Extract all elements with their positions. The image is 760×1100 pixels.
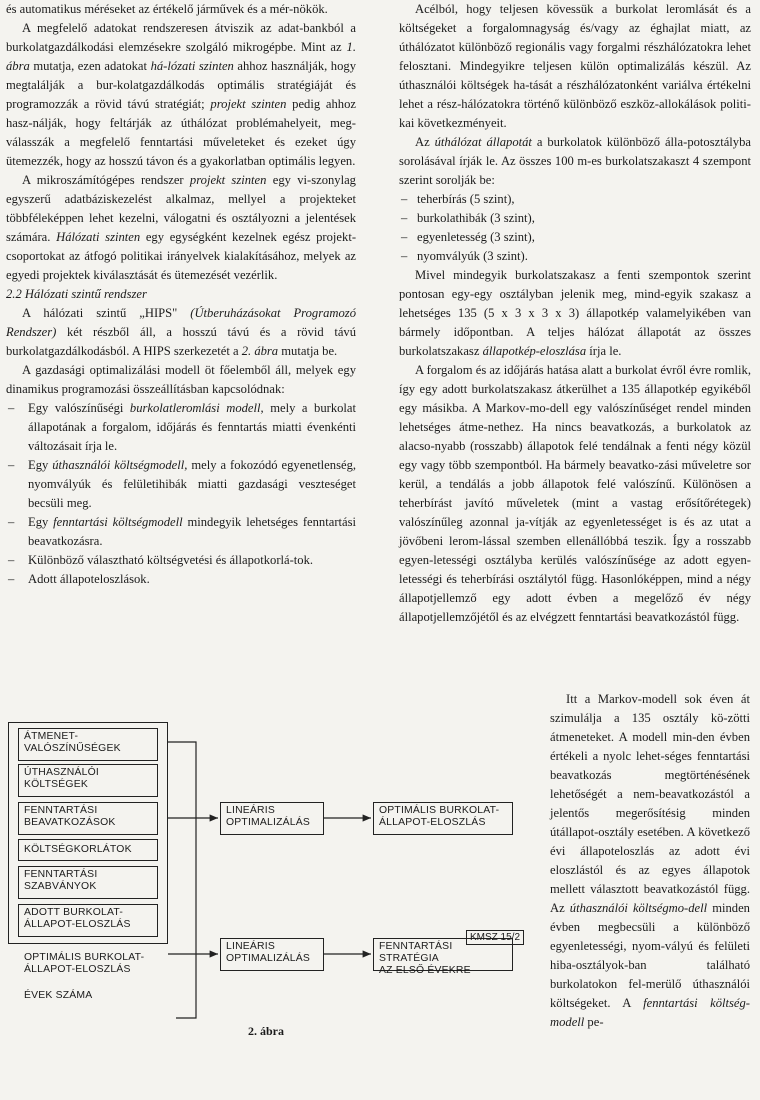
paragraph: A forgalom és az időjárás hatása alatt a burkolat évről évre romlik, így egy adott burkolatszakasz átkerülhet a 135 állapotkép egyikéből egy másikba. A Markov-mo-dell egy valószínűséget rendel minden lehetséges átme-nethez. Ha nincs beavatkozás, a burkolatok az alacso-nyabb (rosszabb) állapotok felé tendálnak a fenti négy közül egy vagy több szempontból. Ha bármely beavatko-zási műveletre sor kerül, a tendálás a jobb állapotok felé valószínű. Különösen a teherbírást javító műveletek (mint a vastag erősítőrétegek) valószínűleg azonnal ja-vítják az egyenletességet is és az utat a jövőbeni lerom-lással szemben ellenállóbbá teszik. Így a rosszabb egyen-letességi osztályba kerülés valószínűsége az adott egyen-letességi és teherbírási osztálytól függ. Hasonlóképpen, mind a négy állapotjellemző egy adott évben a megelőző év négy állapotjellemzőjétől és az elvégzett fenntartási beavatkozástól függ.	[399, 363, 751, 624]
optimal-distribution-label: OPTIMÁLIS BURKOLAT- ÁLLAPOT-ELOSZLÁS	[24, 952, 145, 975]
linear-optimization-box-2: LINEÁRIS OPTIMALIZÁLÁS	[220, 938, 324, 971]
list-item: – Különböző választható költségvetési és állapotkorlá-tok.	[6, 551, 356, 570]
figure-stamp: KMSZ 15/2	[466, 930, 524, 945]
component-list	[6, 399, 356, 589]
paragraph: A megfelelő adatokat rendszeresen átviszik az adat-bankból a burkolatgazdálkodási elemzésekre szolgáló mikrogépbe. Mint az 1. ábra mutatja, ezen adatokat há-lózati szinten ahhoz használják, hogy megtalálják a bur-kolatgazdálkodás optimális stratégiáját és programozzák a rövid távú stratégiát; projekt szinten pedig ahhoz hasz-nálják, hogy feltárják az úthálózat problémahelyeit, meg-válasszák a megfelelő fenntartási műveleteket és ezeket úgy ütemezzék, hogy az hosszú távon és a gyakorlatban optimális legyen.	[6, 21, 356, 168]
paragraph: A hálózati szintű „HIPS" (Útberuházásokat Programozó Rendszer) két részből áll, a hosszú távú és a rövid távú burkolatgazdálkodásból. A HIPS szerkezetét a 2. ábra mutatja be.	[6, 306, 356, 358]
maintenance-standards-box: FENNTARTÁSI SZABVÁNYOK	[18, 866, 158, 899]
figure-2-diagram	[6, 722, 546, 1022]
list-item: – Adott állapoteloszlások.	[6, 570, 356, 589]
bracket-line	[168, 742, 196, 1018]
budget-limits-box: KÖLTSÉGKORLÁTOK	[18, 839, 158, 861]
paragraph: Az úthálózat állapotát a burkolatok különböző álla-potosztályba sorolásával írják le. Az összes 100 m-es burkolatszakaszt 4 szempont szerint sorolják be:	[399, 135, 751, 187]
list-item: – teherbírás (5 szint),	[399, 190, 751, 209]
list-item: – nyomvályúk (3 szint).	[399, 247, 751, 266]
paragraph: Acélból, hogy teljesen kövessük a burkolat leromlását és a költségeket a forgalomnagyság és/vagy az éghajlat miatt, az úthálózatot különböző regionális vagy forgalmi részhálózatokra lehet felosztani. Mindegyikre teljesen külön optimalizálás készül. Az úthasználói költségek ha-tását a részhálózatonként variálva értékelni lehet a rész-hálózatokra történő különböző eszköz-allokálások politi-kai következményeit.	[399, 2, 751, 130]
paragraph: Itt a Markov-modell sok éven át szimulálja a 135 osztály kö-zötti átmeneteket. A modell min-den évben értékeli a nyolc lehet-séges fenntartási beavatkozás megtörténésének lehetőségét a nem-beavatkozástól a jelentős megerősítésig minden útállapot-osztály esetében. A következő évi állapoteloszlás az adott évi eloszlástól és az egyes állapotok mellett választott beavatkozástól függ. Az úthasználói költségmo-dell minden évben megbecsüli a különböző egyenletességi, nyom-vályú és felületi hiba-osztályok-ban található burkolatokon fel-merülő úthasználói költségeket. A fenntartási költség-modell pe-	[550, 692, 750, 1029]
paragraph: A mikroszámítógépes rendszer projekt szinten egy vi-szonylag egyszerű adatbáziskezelést alkalmaz, mellyel a projekteket többféleképpen lehet kezelni, válogatni és osztályozni a jelentések számára. Hálózati szinten egy egységként kezelnek egész projekt-csoportokat az átfogó politikai irányelvek kialakításához, melyek az egyedi projektek kiválasztását és ütemezését vezérlik.	[6, 173, 357, 282]
optimal-distribution-output-box: OPTIMÁLIS BURKOLAT- ÁLLAPOT-ELOSZLÁS	[373, 802, 513, 835]
left-column	[6, 0, 356, 589]
list-item: – egyenletesség (3 szint),	[399, 228, 751, 247]
list-item: – Egy fenntartási költségmodell mindegyik lehetséges fenntartási beavatkozásra.	[6, 513, 356, 551]
linear-optimization-box-1: LINEÁRIS OPTIMALIZÁLÁS	[220, 802, 324, 835]
figure-caption: 2. ábra	[248, 1024, 284, 1038]
right-column	[399, 0, 751, 627]
given-distribution-box: ADOTT BURKOLAT- ÁLLAPOT-ELOSZLÁS	[18, 904, 158, 937]
section-heading: 2.2 Hálózati szintű rendszer	[6, 287, 147, 301]
transition-probabilities-box: ÁTMENET- VALÓSZÍNŰSÉGEK	[18, 728, 158, 761]
list-item: – Egy úthasználói költségmodell, mely a fokozódó egyenetlenség, nyomvályúk és felületihibák miatti gazdasági veszteséget becsüli meg.	[6, 456, 356, 513]
paragraph: és automatikus méréseket az értékelő járművek és a mér-nökök.	[6, 2, 328, 16]
user-costs-box: ÚTHASZNÁLÓI KÖLTSÉGEK	[18, 764, 158, 797]
list-item: – Egy valószínűségi burkolatleromlási modell, mely a burkolat állapotának a forgalom, időjárás és fenntartás miatti évenkénti változásait írja le.	[6, 399, 356, 456]
right-column-continued	[550, 690, 750, 1032]
years-label: ÉVEK SZÁMA	[24, 990, 93, 1001]
strategy-output-box: FENNTARTÁSI STRATÉGIA AZ ELSŐ ÉVEKRE	[373, 938, 513, 971]
list-item: – burkolathibák (3 szint),	[399, 209, 751, 228]
diagram-arrows	[6, 722, 546, 1022]
criteria-list	[399, 190, 751, 266]
paragraph: A gazdasági optimalizálási modell öt főelemből áll, melyek egy dinamikus programozási összeállításban kapcsolódnak:	[6, 363, 356, 396]
paragraph: Mivel mindegyik burkolatszakasz a fenti szempontok szerint pontosan egy-egy osztályban jelenik meg, mind-egyik szakasz a lehetséges 135 (5 x 3 x 3 x 3) állapotkép valamelyikében van bármely időpontban. A teljes hálózat állapotát az összes burkolatszakasz állapotkép-eloszlása írja le.	[399, 268, 751, 358]
maintenance-interventions-box: FENNTARTÁSI BEAVATKOZÁSOK	[18, 802, 158, 835]
